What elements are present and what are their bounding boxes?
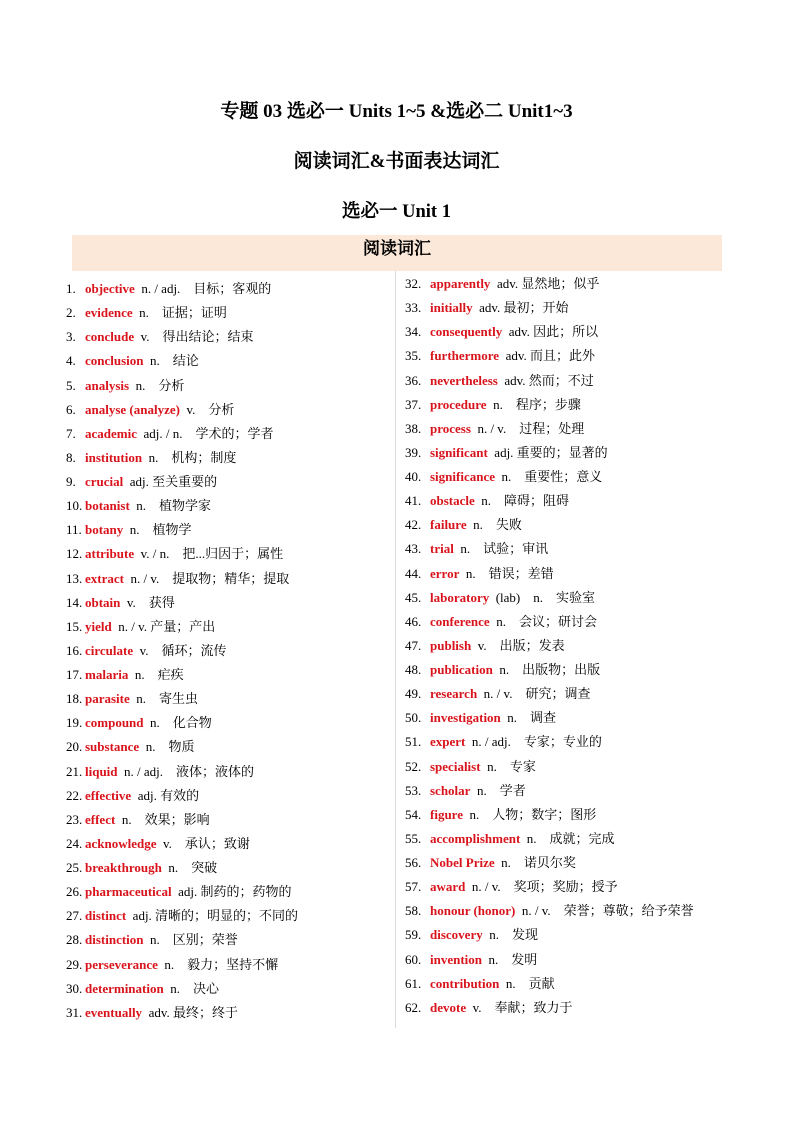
entry-number: 57. bbox=[405, 879, 422, 895]
entry-definition: n. 分析 bbox=[135, 377, 185, 393]
entry-number: 4. bbox=[66, 353, 76, 369]
entry-number: 51. bbox=[405, 734, 422, 750]
entry-number: 3. bbox=[66, 329, 76, 345]
entry-definition: adj. 至关重要的 bbox=[129, 474, 218, 489]
entry-number: 39. bbox=[405, 444, 422, 460]
vocab-entry bbox=[405, 634, 694, 658]
entry-number: 10. bbox=[66, 498, 83, 514]
entry-number: 44. bbox=[405, 565, 422, 581]
vocab-entry bbox=[405, 682, 694, 706]
entry-number: 53. bbox=[405, 782, 422, 798]
vocab-entry bbox=[66, 398, 298, 422]
vocab-entry bbox=[405, 320, 694, 344]
entry-word: crucial bbox=[85, 474, 124, 489]
vocab-entry bbox=[66, 615, 298, 639]
entry-number: 12. bbox=[66, 546, 83, 562]
entry-word: extract bbox=[85, 570, 124, 586]
entry-number: 36. bbox=[405, 372, 422, 388]
entry-word: Nobel Prize bbox=[430, 855, 495, 870]
entry-word: significance bbox=[430, 469, 495, 484]
entry-definition: n. / v. 过程；处理 bbox=[477, 420, 585, 436]
entry-word: institution bbox=[85, 449, 143, 465]
vocab-entry bbox=[405, 658, 694, 682]
entry-number: 41. bbox=[405, 493, 422, 509]
vocab-entry bbox=[66, 808, 298, 832]
entry-word: academic bbox=[85, 425, 137, 441]
entry-definition: v. 分析 bbox=[186, 401, 235, 417]
entry-word: distinction bbox=[85, 932, 144, 948]
entry-number: 17. bbox=[66, 667, 83, 682]
entry-word: invention bbox=[430, 951, 483, 967]
entry-word: analyse (analyze) bbox=[85, 401, 180, 417]
vocab-entry bbox=[405, 610, 694, 634]
entry-word: botany bbox=[85, 522, 124, 538]
vocab-entry bbox=[66, 663, 298, 687]
entry-definition: n. 疟疾 bbox=[134, 667, 184, 682]
entry-number: 9. bbox=[66, 474, 76, 489]
entry-definition: n. / adj. 目标；客观的 bbox=[141, 281, 272, 296]
entry-definition: n. 错误；差错 bbox=[465, 565, 554, 581]
entry-word: procedure bbox=[430, 396, 487, 412]
vocab-entry bbox=[405, 296, 694, 320]
entry-definition: n. 贡献 bbox=[505, 975, 555, 991]
entry-definition: (lab) n. 实验室 bbox=[495, 589, 596, 605]
entry-number: 15. bbox=[66, 618, 83, 634]
entry-word: award bbox=[430, 879, 466, 895]
entry-definition: n. 人物；数字；图形 bbox=[469, 806, 597, 822]
entry-number: 25. bbox=[66, 860, 83, 875]
entry-number: 32. bbox=[405, 276, 422, 291]
entry-definition: n. 成就；完成 bbox=[526, 830, 615, 846]
entry-definition: adv. 而且；此外 bbox=[505, 348, 595, 364]
entry-definition: v. / n. 把...归因于；属性 bbox=[140, 546, 284, 562]
unit-title: 选必一 Unit 1 bbox=[342, 202, 451, 222]
entry-definition: n. 化合物 bbox=[150, 715, 212, 731]
entry-definition: v. 奉献；致力于 bbox=[472, 999, 573, 1015]
entry-number: 27. bbox=[66, 908, 83, 924]
vocab-entry bbox=[66, 494, 298, 518]
entry-definition: adj. 清晰的；明显的；不同的 bbox=[132, 908, 299, 924]
entry-number: 49. bbox=[405, 686, 422, 702]
vocab-entry bbox=[66, 904, 298, 928]
entry-word: distinct bbox=[85, 908, 127, 924]
entry-number: 6. bbox=[66, 401, 76, 417]
entry-definition: adj. 有效的 bbox=[137, 787, 200, 803]
entry-word: accomplishment bbox=[430, 830, 521, 846]
vocab-entry bbox=[66, 446, 298, 470]
entry-definition: n. 寄生虫 bbox=[136, 691, 199, 707]
vocab-entry bbox=[66, 687, 298, 711]
vocab-entry bbox=[66, 856, 298, 880]
entry-number: 58. bbox=[405, 903, 422, 919]
entry-word: discovery bbox=[430, 927, 483, 943]
entry-number: 37. bbox=[405, 396, 422, 412]
vocab-entry bbox=[66, 325, 298, 349]
entry-word: research bbox=[430, 686, 478, 702]
entry-definition: n. 证据；证明 bbox=[139, 305, 227, 321]
vocab-entry bbox=[405, 779, 694, 803]
entry-number: 26. bbox=[66, 884, 83, 900]
entry-word: consequently bbox=[430, 324, 503, 340]
entry-definition: n. 专家 bbox=[487, 758, 536, 774]
entry-number: 38. bbox=[405, 420, 422, 436]
vocab-entry bbox=[405, 803, 694, 827]
entry-word: acknowledge bbox=[85, 835, 157, 851]
vocab-entry bbox=[66, 422, 298, 446]
vocab-entry bbox=[405, 417, 694, 441]
vocab-entry bbox=[66, 374, 298, 398]
entry-definition: n. 突破 bbox=[168, 860, 218, 875]
entry-definition: n. / adj. 液体；液体的 bbox=[124, 763, 255, 779]
vocab-entry bbox=[405, 851, 694, 875]
entry-word: determination bbox=[85, 980, 164, 996]
entry-word: analysis bbox=[85, 377, 130, 393]
vocab-entry bbox=[66, 591, 298, 615]
entry-number: 2. bbox=[66, 305, 76, 321]
vocab-entry bbox=[405, 513, 694, 537]
vocab-entry bbox=[405, 393, 694, 417]
entry-definition: n. 重要性；意义 bbox=[501, 469, 603, 484]
vocab-entry bbox=[405, 923, 694, 947]
entry-definition: n. 植物学家 bbox=[136, 498, 212, 514]
entry-definition: n. 程序；步骤 bbox=[493, 396, 581, 412]
entry-definition: n. / v. 产量；产出 bbox=[118, 618, 216, 634]
entry-number: 33. bbox=[405, 300, 422, 316]
entry-number: 54. bbox=[405, 806, 422, 822]
vocab-entry bbox=[405, 972, 694, 996]
vocab-entry bbox=[405, 996, 694, 1020]
entry-number: 30. bbox=[66, 980, 83, 996]
entry-number: 43. bbox=[405, 541, 422, 557]
vocab-entry bbox=[66, 760, 298, 784]
entry-definition: adj. 制药的；药物的 bbox=[178, 884, 292, 900]
entry-definition: n. 毅力；坚持不懈 bbox=[164, 956, 279, 972]
vocab-entry bbox=[66, 832, 298, 856]
vocab-entry bbox=[66, 880, 298, 904]
entry-word: substance bbox=[85, 739, 140, 755]
entry-number: 62. bbox=[405, 999, 422, 1015]
document-subtitle: 阅读词汇&书面表达词汇 bbox=[293, 151, 500, 172]
entry-word: laboratory bbox=[430, 589, 490, 605]
vocab-entry bbox=[405, 537, 694, 561]
entry-word: trial bbox=[430, 541, 454, 557]
vocab-entry bbox=[66, 518, 298, 542]
entry-number: 35. bbox=[405, 348, 422, 364]
vocab-entry bbox=[66, 542, 298, 566]
entry-definition: n. 机构；制度 bbox=[148, 449, 237, 465]
entry-definition: v. 出版；发表 bbox=[477, 637, 565, 653]
entry-word: process bbox=[430, 420, 471, 436]
vocab-entry bbox=[66, 953, 298, 977]
entry-number: 1. bbox=[66, 281, 76, 296]
entry-number: 21. bbox=[66, 763, 83, 779]
vocab-entry bbox=[405, 875, 694, 899]
entry-definition: adv. 然而；不过 bbox=[504, 372, 594, 388]
entry-definition: adj. / n. 学术的；学者 bbox=[143, 425, 274, 441]
vocab-entry bbox=[66, 928, 298, 952]
entry-word: botanist bbox=[85, 498, 130, 514]
entry-number: 31. bbox=[66, 1004, 83, 1020]
entry-definition: n. 效果；影响 bbox=[121, 811, 210, 827]
vocab-entry bbox=[405, 441, 694, 465]
section-label: 阅读词汇 bbox=[363, 239, 431, 258]
vocab-entry bbox=[66, 784, 298, 808]
entry-word: contribution bbox=[430, 975, 500, 991]
entry-number: 40. bbox=[405, 469, 422, 484]
vocab-entry bbox=[405, 827, 694, 851]
entry-number: 29. bbox=[66, 956, 83, 972]
entry-word: significant bbox=[430, 444, 488, 460]
entry-word: devote bbox=[430, 999, 467, 1015]
entry-definition: v. 得出结论；结束 bbox=[140, 329, 254, 345]
entry-number: 52. bbox=[405, 758, 422, 774]
entry-word: yield bbox=[85, 618, 112, 634]
entry-definition: n. 学者 bbox=[476, 782, 526, 798]
entry-word: figure bbox=[430, 806, 463, 822]
entry-definition: n. 试验；审讯 bbox=[460, 541, 549, 557]
entry-word: specialist bbox=[430, 758, 481, 774]
entry-number: 28. bbox=[66, 932, 83, 948]
vocab-entry bbox=[405, 706, 694, 730]
entry-definition: n. 区别；荣誉 bbox=[150, 932, 238, 948]
vocab-list-left bbox=[66, 277, 298, 1025]
vocab-entry bbox=[66, 711, 298, 735]
entry-word: conference bbox=[430, 613, 490, 629]
entry-definition: n. 发明 bbox=[488, 951, 538, 967]
entry-number: 23. bbox=[66, 811, 83, 827]
entry-definition: n. 会议；研讨会 bbox=[496, 613, 597, 629]
vocab-entry bbox=[66, 349, 298, 373]
vocab-entry bbox=[405, 465, 694, 489]
vocab-entry bbox=[66, 1001, 298, 1025]
entry-definition: n. 失败 bbox=[473, 517, 522, 533]
entry-definition: v. 循环；流传 bbox=[139, 642, 227, 658]
entry-number: 46. bbox=[405, 613, 422, 629]
column-divider bbox=[395, 271, 396, 1028]
entry-word: furthermore bbox=[430, 348, 500, 364]
entry-definition: n. / v. 奖项；奖励；授予 bbox=[471, 879, 618, 895]
entry-word: conclude bbox=[85, 329, 135, 345]
entry-definition: n. 调查 bbox=[507, 710, 557, 726]
entry-number: 11. bbox=[66, 522, 82, 538]
entry-word: objective bbox=[85, 281, 135, 296]
vocab-entry bbox=[66, 977, 298, 1001]
entry-number: 8. bbox=[66, 449, 76, 465]
entry-word: publication bbox=[430, 662, 493, 677]
entry-definition: n. 植物学 bbox=[129, 522, 192, 538]
entry-definition: v. 获得 bbox=[126, 594, 175, 610]
entry-word: evidence bbox=[85, 305, 133, 321]
entry-definition: adv. 最终；终于 bbox=[148, 1004, 238, 1020]
entry-word: effect bbox=[85, 811, 116, 827]
entry-number: 7. bbox=[66, 425, 76, 441]
entry-word: apparently bbox=[430, 276, 491, 291]
entry-word: liquid bbox=[85, 763, 118, 779]
entry-number: 59. bbox=[405, 927, 422, 943]
entry-number: 13. bbox=[66, 570, 83, 586]
entry-word: error bbox=[430, 565, 460, 581]
entry-definition: v. 承认；致谢 bbox=[163, 835, 250, 851]
entry-word: malaria bbox=[85, 667, 129, 682]
entry-number: 47. bbox=[405, 637, 422, 653]
entry-definition: n. 结论 bbox=[150, 353, 199, 369]
vocab-list-right bbox=[405, 272, 694, 1020]
vocab-entry bbox=[405, 369, 694, 393]
entry-word: pharmaceutical bbox=[85, 884, 172, 900]
entry-word: perseverance bbox=[85, 956, 158, 972]
entry-definition: n. / v. 提取物；精华；提取 bbox=[130, 570, 290, 586]
entry-number: 45. bbox=[405, 589, 422, 605]
entry-number: 16. bbox=[66, 642, 83, 658]
vocab-entry bbox=[66, 277, 298, 301]
section-banner bbox=[72, 235, 722, 271]
entry-number: 42. bbox=[405, 517, 422, 533]
entry-word: investigation bbox=[430, 710, 501, 726]
vocab-entry bbox=[66, 735, 298, 759]
entry-number: 55. bbox=[405, 830, 422, 846]
entry-definition: n. 诺贝尔奖 bbox=[501, 855, 576, 870]
entry-definition: n. / v. 研究；调查 bbox=[483, 686, 591, 702]
vocab-entry bbox=[405, 489, 694, 513]
entry-number: 14. bbox=[66, 594, 83, 610]
entry-word: initially bbox=[430, 300, 473, 316]
entry-number: 18. bbox=[66, 691, 83, 707]
vocab-entry bbox=[405, 899, 694, 923]
entry-word: attribute bbox=[85, 546, 135, 562]
vocab-entry bbox=[66, 301, 298, 325]
vocab-entry bbox=[405, 948, 694, 972]
document-title: 专题 03 选必一 Units 1~5 &选必二 Unit1~3 bbox=[220, 101, 573, 122]
entry-definition: adj. 重要的；显著的 bbox=[494, 444, 608, 460]
entry-number: 34. bbox=[405, 324, 422, 340]
vocab-entry bbox=[405, 272, 694, 296]
entry-word: expert bbox=[430, 734, 466, 750]
entry-definition: n. 决心 bbox=[170, 980, 219, 996]
entry-word: compound bbox=[85, 715, 144, 731]
entry-definition: adv. 因此；所以 bbox=[508, 324, 599, 340]
entry-definition: n. 出版物；出版 bbox=[499, 662, 601, 677]
vocab-entry bbox=[405, 586, 694, 610]
vocab-entry bbox=[405, 730, 694, 754]
entry-definition: adv. 最初；开始 bbox=[479, 300, 569, 316]
vocab-entry bbox=[405, 562, 694, 586]
entry-word: effective bbox=[85, 787, 132, 803]
entry-number: 24. bbox=[66, 835, 83, 851]
entry-word: conclusion bbox=[85, 353, 144, 369]
entry-word: failure bbox=[430, 517, 467, 533]
entry-word: eventually bbox=[85, 1004, 143, 1020]
vocab-entry bbox=[405, 755, 694, 779]
entry-number: 61. bbox=[405, 975, 422, 991]
entry-word: publish bbox=[430, 637, 472, 653]
entry-definition: n. 发现 bbox=[489, 927, 538, 943]
entry-word: obtain bbox=[85, 594, 121, 610]
entry-word: scholar bbox=[430, 782, 471, 798]
entry-number: 5. bbox=[66, 377, 76, 393]
vocab-entry bbox=[405, 344, 694, 368]
entry-number: 19. bbox=[66, 715, 83, 731]
entry-definition: n. / v. 荣誉；尊敬；给予荣誉 bbox=[521, 903, 694, 919]
entry-definition: n. 物质 bbox=[145, 739, 195, 755]
entry-word: honour (honor) bbox=[430, 903, 516, 919]
entry-definition: adv. 显然地；似乎 bbox=[496, 276, 600, 291]
entry-word: parasite bbox=[85, 691, 130, 707]
entry-word: nevertheless bbox=[430, 372, 498, 388]
entry-word: breakthrough bbox=[85, 860, 162, 875]
entry-definition: n. 障碍；阻碍 bbox=[481, 493, 570, 509]
vocab-entry bbox=[66, 567, 298, 591]
entry-number: 60. bbox=[405, 951, 422, 967]
entry-word: obstacle bbox=[430, 493, 475, 509]
entry-definition: n. / adj. 专家；专业的 bbox=[471, 734, 602, 750]
vocab-entry bbox=[66, 639, 298, 663]
vocab-entry bbox=[66, 470, 298, 494]
entry-number: 20. bbox=[66, 739, 83, 755]
entry-number: 50. bbox=[405, 710, 422, 726]
entry-number: 48. bbox=[405, 662, 422, 677]
entry-number: 56. bbox=[405, 855, 422, 870]
entry-number: 22. bbox=[66, 787, 83, 803]
entry-word: circulate bbox=[85, 642, 134, 658]
